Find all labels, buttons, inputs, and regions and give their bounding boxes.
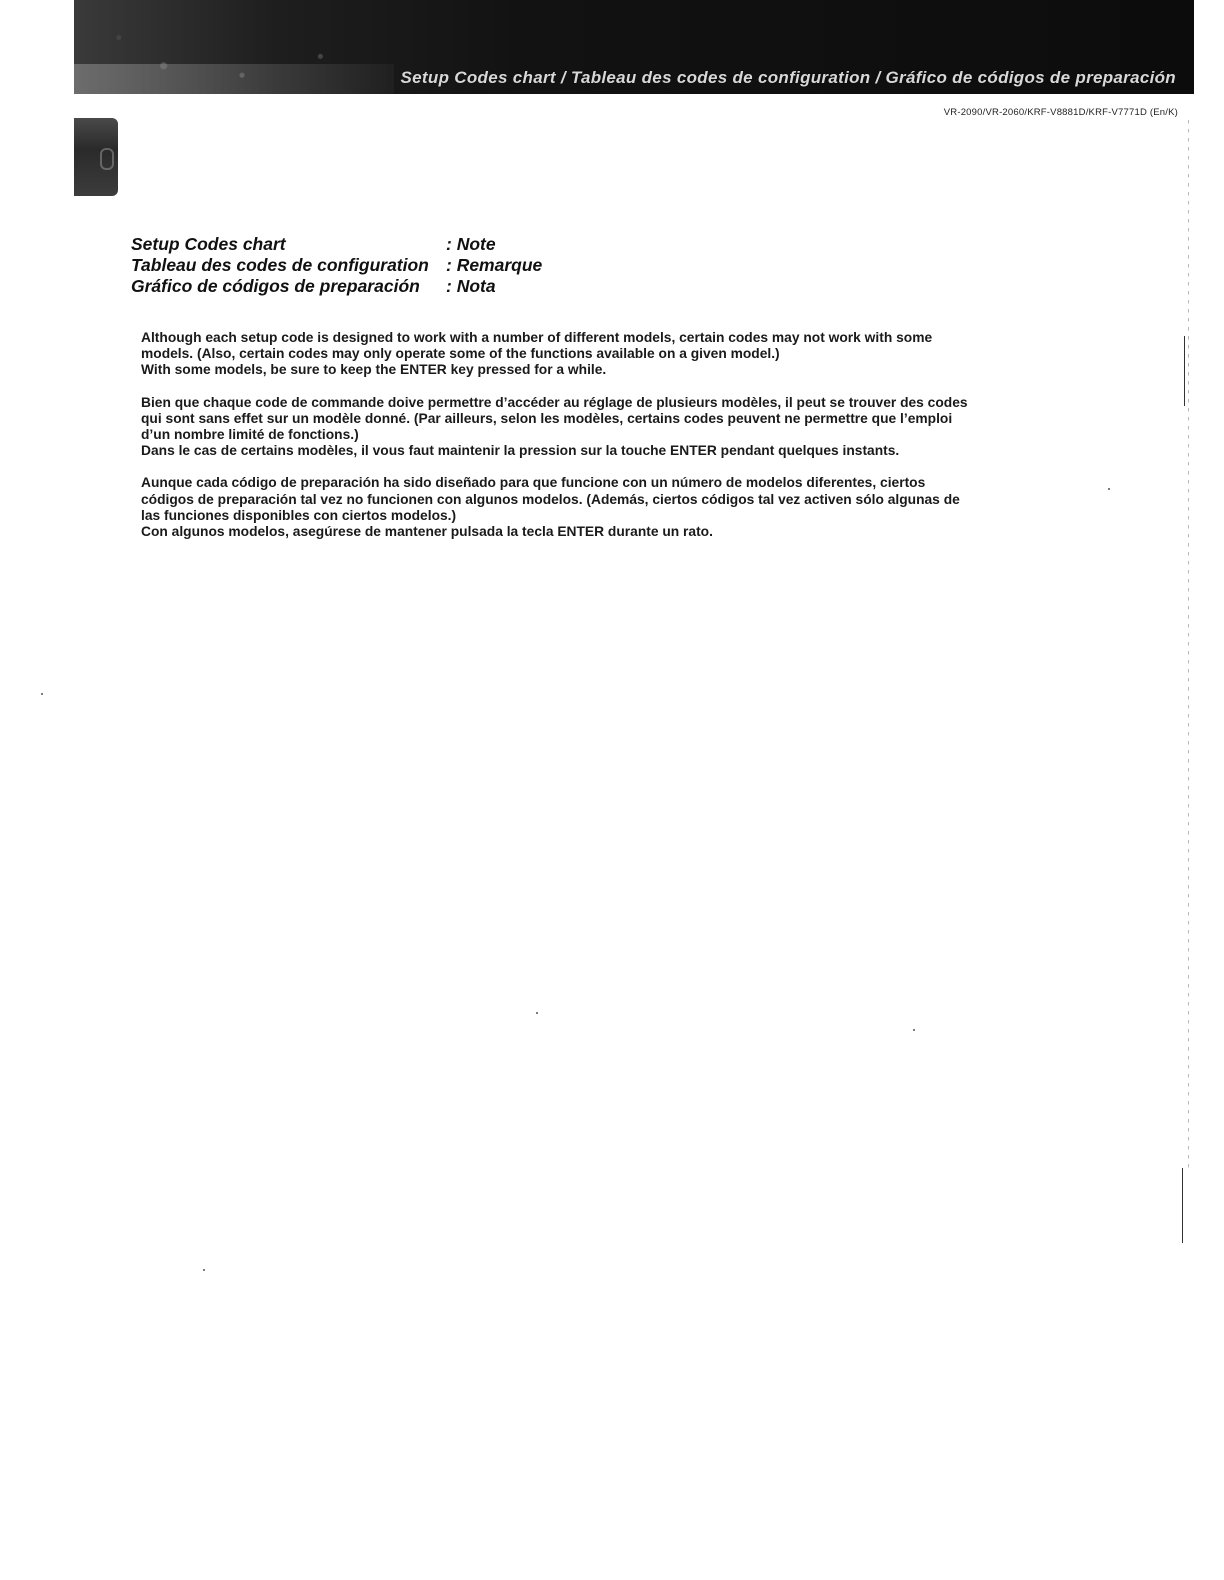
note-line: Aunque cada código de preparación ha sido diseñado para que funcione con un número de modelos diferentes, ciertos bbox=[141, 475, 926, 491]
model-reference: VR-2090/VR-2060/KRF-V8881D/KRF-V7771D (En/K) bbox=[943, 107, 1178, 118]
note-spanish bbox=[141, 475, 1131, 540]
scan-edge-line bbox=[1184, 336, 1185, 406]
note-line: models. (Also, certain codes may only operate some of the functions available on a given model.) bbox=[141, 346, 780, 362]
header-band bbox=[74, 0, 1194, 94]
header-title: Setup Codes chart / Tableau des codes de configuration / Gráfico de códigos de preparación bbox=[400, 68, 1176, 87]
title-row-english bbox=[131, 234, 542, 255]
section-thumb-tab bbox=[74, 118, 118, 196]
note-line: Con algunos modelos, asegúrese de mantener pulsada la tecla ENTER durante un rato. bbox=[141, 524, 713, 540]
note-english bbox=[141, 330, 1131, 379]
scan-edge-dots bbox=[1188, 120, 1189, 1170]
scan-speck bbox=[41, 693, 43, 695]
scan-speck bbox=[203, 1269, 205, 1271]
notes-body bbox=[141, 330, 1131, 556]
title-french: Tableau des codes de configuration bbox=[131, 255, 429, 275]
note-line: With some models, be sure to keep the ENTER key pressed for a while. bbox=[141, 362, 607, 378]
note-french bbox=[141, 395, 1131, 460]
note-line: qui sont sans effet sur un modèle donné. (Par ailleurs, selon les modèles, certains codes peuvent ne permettre que l’emploi bbox=[141, 410, 953, 426]
title-row-spanish bbox=[131, 276, 542, 297]
scan-edge-line bbox=[1182, 1168, 1183, 1243]
note-line: las funciones disponibles con ciertos modelos.) bbox=[141, 507, 457, 523]
title-french-note: : Remarque bbox=[446, 255, 543, 275]
note-line: d’un nombre limité de fonctions.) bbox=[141, 427, 359, 443]
note-line: códigos de preparación tal vez no funcionen con algunos modelos. (Además, ciertos códigos tal vez activen sólo algunas de bbox=[141, 491, 960, 507]
scan-speck bbox=[1108, 488, 1110, 490]
note-line: Although each setup code is designed to work with a number of different models, certain codes may not work with some bbox=[141, 330, 933, 345]
tab-mark-icon bbox=[100, 148, 114, 170]
title-english: Setup Codes chart bbox=[131, 234, 286, 254]
title-english-note: : Note bbox=[446, 234, 496, 254]
title-spanish-note: : Nota bbox=[446, 276, 496, 296]
title-block bbox=[131, 234, 542, 297]
scan-speck bbox=[913, 1029, 915, 1031]
scan-speck bbox=[536, 1012, 538, 1014]
note-line: Bien que chaque code de commande doive permettre d’accéder au réglage de plusieurs modèles, il peut se trouver des codes bbox=[141, 394, 968, 410]
title-row-french bbox=[131, 255, 542, 276]
title-spanish: Gráfico de códigos de preparación bbox=[131, 276, 420, 296]
note-line: Dans le cas de certains modèles, il vous faut maintenir la pression sur la touche ENTER pendant quelques instants. bbox=[141, 443, 900, 459]
